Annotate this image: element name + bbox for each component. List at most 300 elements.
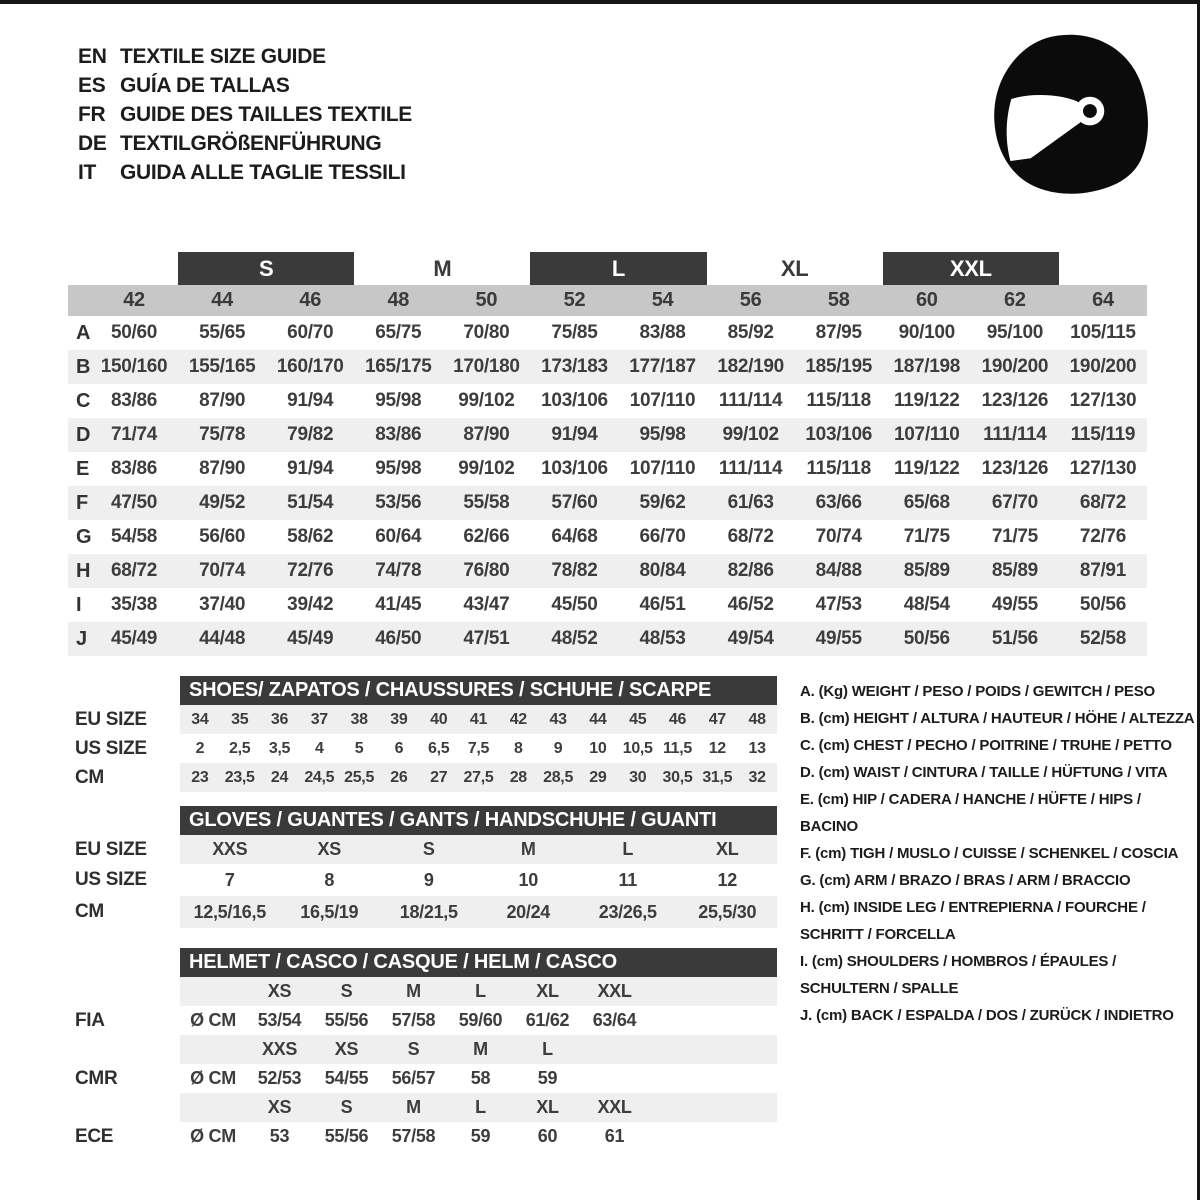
measure-value: 43/47	[463, 594, 510, 615]
helmet-size-label: M	[406, 1097, 421, 1117]
cell-value: 16,5/19	[300, 901, 359, 922]
unit-label: Ø CM	[190, 1010, 236, 1030]
row-header: US SIZE	[68, 734, 180, 763]
language-code: EN	[78, 44, 107, 68]
cell-value: 12	[708, 739, 726, 757]
cell-value: 8	[513, 739, 523, 757]
shoes-table	[68, 676, 777, 792]
language-row	[78, 158, 412, 187]
measure-row	[68, 486, 1147, 520]
measure-value: 53/56	[375, 492, 422, 513]
cell-value: 34	[191, 710, 209, 728]
table-row	[68, 734, 777, 763]
measure-value: 45/49	[111, 628, 158, 649]
row-label: I	[76, 593, 82, 616]
measure-value: 119/122	[894, 458, 960, 479]
measure-row	[68, 350, 1147, 384]
table-row	[68, 896, 777, 928]
standard-label: FIA	[68, 1006, 180, 1035]
unit-spacer	[180, 977, 246, 1006]
helmet-value: 54/55	[324, 1068, 369, 1088]
language-row	[78, 100, 412, 129]
cell-value: L	[622, 839, 634, 859]
row-header	[68, 1093, 180, 1122]
cell-value: 45	[629, 710, 647, 728]
cell-value: 38	[350, 710, 368, 728]
helmet-value: 61/62	[525, 1010, 570, 1030]
measure-value: 99/102	[722, 424, 779, 445]
measure-value: 60/64	[375, 526, 422, 547]
language-label: GUIDA ALLE TAGLIE TESSILI	[120, 160, 406, 184]
size-number: 48	[387, 289, 410, 311]
helmet-size-label: L	[542, 1039, 553, 1059]
row-label: H	[76, 559, 91, 582]
size-number: 44	[211, 289, 233, 311]
measure-value: 48/52	[551, 628, 598, 649]
cell-value: XXS	[212, 839, 248, 859]
language-row	[78, 71, 412, 100]
size-number: 58	[827, 289, 850, 311]
measure-row	[68, 452, 1147, 486]
cell-value: 23/26,5	[598, 901, 657, 922]
helmet-value: 53/54	[257, 1010, 302, 1030]
measure-value: 115/118	[806, 390, 871, 411]
measure-value: 65/68	[903, 492, 950, 513]
measure-value: 70/74	[199, 560, 246, 581]
language-code: ES	[78, 73, 106, 97]
measure-value: 70/80	[463, 322, 510, 343]
size-number: 54	[651, 289, 674, 311]
measure-value: 68/72	[727, 526, 774, 547]
cell-value: 7,5	[467, 739, 490, 757]
measure-value: 95/98	[639, 424, 686, 445]
measure-row	[68, 622, 1147, 656]
measure-value: 95/100	[986, 322, 1044, 343]
row-label: C	[76, 389, 91, 412]
cell-value: 12	[717, 869, 737, 890]
filler	[648, 977, 777, 1006]
measure-value: 44/48	[199, 628, 246, 649]
helmet-value: 57/58	[391, 1126, 436, 1146]
row-header: CM	[68, 763, 180, 792]
measure-value: 173/183	[541, 356, 608, 377]
filler	[648, 1122, 777, 1151]
measure-value: 70/74	[815, 526, 862, 547]
measure-value: 35/38	[111, 594, 158, 615]
measure-value: 48/54	[903, 594, 950, 615]
helmet-size-label: L	[475, 981, 486, 1001]
measure-row	[68, 588, 1147, 622]
row-label: F	[76, 491, 88, 514]
cell-value: 10,5	[622, 739, 653, 757]
cell-value: 32	[748, 768, 766, 786]
measure-value: 52/58	[1079, 628, 1126, 649]
measure-value: 111/114	[718, 390, 783, 411]
helmet-table-title: HELMET / CASCO / CASQUE / HELM / CASCO	[180, 948, 777, 977]
legend-item: J. (cm) BACK / ESPALDA / DOS / ZURÜCK / INDIETRO	[800, 1007, 1174, 1024]
size-number: 50	[475, 289, 498, 311]
measure-value: 83/86	[111, 458, 158, 479]
cell-value: 24	[270, 768, 289, 786]
measure-value: 170/180	[453, 356, 520, 377]
measure-value: 66/70	[639, 526, 686, 547]
shoes-table-title: SHOES/ ZAPATOS / CHAUSSURES / SCHUHE / SCARPE	[180, 676, 777, 705]
size-number: 56	[739, 289, 762, 311]
size-number: 42	[123, 289, 145, 311]
standard-label: CMR	[68, 1064, 180, 1093]
measure-value: 47/51	[463, 628, 510, 649]
measure-value: 64/68	[551, 526, 598, 547]
measure-value: 85/89	[903, 560, 950, 581]
legend-item: B. (cm) HEIGHT / ALTURA / HAUTEUR / HÖHE / ALTEZZA	[800, 710, 1195, 727]
cell-value: 7	[224, 869, 235, 890]
measure-value: 50/60	[111, 322, 158, 343]
measure-value: 54/58	[111, 526, 158, 547]
measure-value: 49/55	[991, 594, 1038, 615]
measure-value: 74/78	[375, 560, 422, 581]
legend-list	[800, 678, 1198, 1029]
measure-value: 87/90	[199, 458, 246, 479]
helmet-value: 60	[537, 1126, 558, 1146]
filler	[648, 1006, 777, 1035]
cell-value: 40	[430, 710, 448, 728]
cell-value: XL	[716, 839, 739, 859]
measure-value: 87/95	[815, 322, 862, 343]
measure-value: 107/110	[629, 390, 696, 411]
helmet-value: 56/57	[391, 1068, 436, 1088]
unit-label: Ø CM	[190, 1068, 236, 1088]
measure-value: 177/187	[629, 356, 696, 377]
gloves-table-title: GLOVES / GUANTES / GANTS / HANDSCHUHE / GUANTI	[180, 806, 777, 835]
measure-value: 103/106	[805, 424, 872, 445]
measure-value: 150/160	[100, 356, 168, 377]
size-band-l: L	[530, 252, 706, 285]
cell-value: 43	[549, 710, 567, 728]
measure-value: 67/70	[991, 492, 1038, 513]
measure-value: 68/72	[111, 560, 158, 581]
unit-label: Ø CM	[190, 1126, 236, 1146]
helmet-size-label: S	[407, 1039, 420, 1059]
cell-value: 30	[629, 768, 647, 786]
helmet-value: 55/56	[324, 1126, 369, 1146]
measure-value: 51/56	[991, 628, 1038, 649]
helmet-value: 52/53	[257, 1068, 302, 1088]
helmet-value: 63/64	[592, 1010, 637, 1030]
measure-value: 63/66	[815, 492, 862, 513]
helmet-value: 59	[470, 1126, 491, 1146]
row-header	[68, 1035, 180, 1064]
measure-value: 71/75	[991, 526, 1038, 547]
measure-value: 48/53	[639, 628, 686, 649]
filler	[648, 1035, 777, 1064]
cell-value: 31,5	[702, 768, 733, 786]
size-band-xxl: XXL	[883, 252, 1059, 285]
helmet-size-row	[68, 1035, 777, 1064]
helmet-size-label: XXL	[597, 1097, 632, 1117]
measure-value: 71/74	[111, 424, 158, 445]
top-border-line	[0, 0, 1200, 4]
measure-value: 46/51	[639, 594, 686, 615]
cell-value: 30,5	[662, 768, 693, 786]
helmet-size-label: M	[473, 1039, 488, 1059]
measure-value: 91/94	[287, 390, 334, 411]
measure-value: 185/195	[805, 356, 872, 377]
filler	[648, 1093, 777, 1122]
measure-value: 47/50	[111, 492, 158, 513]
cell-value: 37	[310, 710, 328, 728]
measure-value: 119/122	[894, 390, 960, 411]
legend-item: D. (cm) WAIST / CINTURA / TAILLE / HÜFTUNG / VITA	[800, 764, 1168, 781]
measure-value: 75/78	[199, 424, 246, 445]
unit-spacer	[180, 1093, 246, 1122]
helmet-value-row	[68, 1006, 777, 1035]
table-row	[68, 864, 777, 896]
measure-value: 165/175	[364, 356, 432, 377]
helmet-size-label: XL	[536, 1097, 559, 1117]
helmet-value	[581, 1064, 648, 1093]
measure-value: 72/76	[1079, 526, 1126, 547]
row-header: EU SIZE	[68, 705, 180, 734]
cell-value: 5	[354, 739, 364, 757]
legend-item: H. (cm) INSIDE LEG / ENTREPIERNA / FOURCHE / SCHRITT / FORCELLA	[800, 899, 1146, 943]
measure-value: 59/62	[639, 492, 686, 513]
measure-value: 87/90	[463, 424, 510, 445]
measure-value: 75/85	[551, 322, 598, 343]
helmet-size-label	[581, 1035, 648, 1064]
measure-value: 123/126	[981, 390, 1049, 411]
measure-value: 78/82	[551, 560, 598, 581]
cell-value: 3,5	[268, 739, 291, 757]
legend-item: F. (cm) TIGH / MUSLO / CUISSE / SCHENKEL / COSCIA	[800, 845, 1179, 862]
language-list	[78, 42, 412, 187]
measure-value: 95/98	[375, 390, 422, 411]
size-number: 64	[1092, 289, 1114, 311]
measure-value: 50/56	[903, 628, 950, 649]
measure-value: 190/200	[1069, 356, 1137, 377]
measure-value: 107/110	[629, 458, 696, 479]
row-label: E	[76, 457, 90, 480]
measure-value: 182/190	[717, 356, 784, 377]
cell-value: XS	[317, 839, 341, 859]
helmet-value: 61	[604, 1126, 625, 1146]
cell-value: 9	[553, 739, 563, 757]
language-label: TEXTILGRÖßENFÜHRUNG	[120, 131, 382, 155]
measure-value: 49/52	[199, 492, 246, 513]
measure-value: 50/56	[1079, 594, 1126, 615]
measure-value: 87/90	[199, 390, 246, 411]
cell-value: M	[520, 839, 536, 859]
measure-value: 99/102	[458, 390, 515, 411]
measure-value: 85/92	[727, 322, 774, 343]
cell-value: 25,5/30	[698, 901, 757, 922]
measure-value: 111/114	[983, 424, 1047, 445]
cell-value: 36	[270, 710, 289, 728]
cell-value: 10	[589, 739, 607, 757]
helmet-size-label: M	[406, 981, 421, 1001]
helmet-value-row	[68, 1122, 777, 1151]
legend-item: A. (Kg) WEIGHT / PESO / POIDS / GEWITCH / PESO	[800, 683, 1155, 700]
measure-value: 55/58	[463, 492, 510, 513]
measure-value: 91/94	[551, 424, 598, 445]
measure-value: 45/49	[287, 628, 334, 649]
measure-value: 85/89	[991, 560, 1038, 581]
language-code: IT	[78, 160, 97, 184]
measure-value: 72/76	[287, 560, 334, 581]
measure-value: 57/60	[551, 492, 598, 513]
size-number: 46	[299, 289, 322, 311]
measure-value: 80/84	[639, 560, 686, 581]
helmet-value: 59	[537, 1068, 558, 1088]
cell-value: 28,5	[543, 768, 574, 786]
cell-value: 6	[394, 739, 404, 757]
measure-value: 115/119	[1070, 424, 1136, 445]
measure-row	[68, 384, 1147, 418]
main-size-table	[68, 252, 1147, 656]
size-band-m: M	[433, 255, 452, 281]
cell-value: 48	[748, 710, 766, 728]
row-label: A	[76, 321, 91, 344]
cell-value: 42	[509, 710, 527, 728]
measure-value: 90/100	[898, 322, 955, 343]
cell-value: 47	[708, 710, 726, 728]
measure-value: 105/115	[1070, 322, 1136, 343]
measure-row	[68, 520, 1147, 554]
measure-value: 51/54	[287, 492, 334, 513]
measure-value: 39/42	[287, 594, 334, 615]
helmet-size-row	[68, 1093, 777, 1122]
standard-label: ECE	[68, 1122, 180, 1151]
table-row	[68, 763, 777, 792]
measure-value: 83/86	[375, 424, 422, 445]
row-header: CM	[68, 896, 180, 928]
measure-value: 84/88	[815, 560, 862, 581]
cell-value: S	[422, 839, 435, 859]
cell-value: 23	[191, 768, 209, 786]
measure-value: 56/60	[199, 526, 246, 547]
size-band-s: S	[178, 252, 354, 285]
measure-value: 60/70	[287, 322, 334, 343]
measure-row	[68, 418, 1147, 452]
cell-value: 39	[390, 710, 408, 728]
filler	[648, 1064, 777, 1093]
measure-value: 49/55	[815, 628, 862, 649]
measure-row	[68, 316, 1147, 350]
helmet-size-label: XS	[267, 1097, 292, 1117]
measure-value: 47/53	[815, 594, 862, 615]
cell-value: 10	[518, 869, 538, 890]
size-band-xl: XL	[780, 255, 809, 281]
helmet-size-label: S	[340, 981, 353, 1001]
cell-value: 26	[390, 768, 408, 786]
helmet-size-label: XS	[267, 981, 292, 1001]
size-band-row	[68, 252, 1147, 285]
helmet-size-label: XS	[334, 1039, 359, 1059]
language-code: DE	[78, 131, 107, 155]
row-header	[68, 977, 180, 1006]
measure-value: 187/198	[893, 356, 961, 377]
cell-value: 28	[509, 768, 527, 786]
gloves-table	[68, 806, 777, 928]
helmet-size-label: XXL	[597, 981, 632, 1001]
cell-value: 13	[748, 739, 766, 757]
unit-spacer	[180, 1035, 246, 1064]
measure-value: 46/52	[727, 594, 774, 615]
measure-value: 95/98	[375, 458, 422, 479]
size-number: 62	[1004, 289, 1026, 311]
helmet-size-label: L	[475, 1097, 486, 1117]
language-label: TEXTILE SIZE GUIDE	[120, 44, 326, 68]
table-row	[68, 835, 777, 864]
cell-value: 2	[195, 739, 205, 757]
cell-value: 35	[231, 710, 249, 728]
measure-value: 87/91	[1079, 560, 1126, 581]
cell-value: 29	[589, 768, 607, 786]
cell-value: 41	[469, 710, 488, 728]
helmet-value: 58	[470, 1068, 491, 1088]
cell-value: 6,5	[428, 739, 450, 757]
measure-value: 103/106	[541, 458, 608, 479]
cell-value: 25,5	[344, 768, 375, 786]
helmet-value: 59/60	[458, 1010, 503, 1030]
measure-value: 123/126	[981, 458, 1049, 479]
cell-value: 44	[589, 710, 607, 728]
cell-value: 20/24	[506, 901, 551, 922]
cell-value: 24,5	[304, 768, 335, 786]
size-number: 52	[563, 289, 586, 311]
measure-value: 103/106	[541, 390, 608, 411]
measure-value: 83/88	[639, 322, 686, 343]
cell-value: 27,5	[463, 768, 494, 786]
cell-value: 23,5	[224, 768, 255, 786]
helmet-value: 53	[269, 1126, 290, 1146]
measure-value: 91/94	[287, 458, 334, 479]
language-label: GUÍA DE TALLAS	[120, 73, 290, 97]
measure-value: 190/200	[981, 356, 1049, 377]
measure-value: 111/114	[718, 458, 783, 479]
measure-value: 37/40	[199, 594, 246, 615]
measure-value: 71/75	[903, 526, 950, 547]
row-label: G	[76, 525, 92, 548]
language-code: FR	[78, 102, 106, 126]
helmet-size-row	[68, 977, 777, 1006]
helmet-size-label: XL	[536, 981, 559, 1001]
legend-item: I. (cm) SHOULDERS / HOMBROS / ÉPAULES / SCHULTERN / SPALLE	[800, 953, 1117, 997]
measure-value: 61/63	[727, 492, 774, 513]
helmet-size-label: S	[340, 1097, 353, 1117]
legend-item: C. (cm) CHEST / PECHO / POITRINE / TRUHE / PETTO	[800, 737, 1172, 754]
language-row	[78, 42, 412, 71]
helmet-value-row	[68, 1064, 777, 1093]
helmet-value: 57/58	[391, 1010, 436, 1030]
measure-value: 62/66	[463, 526, 510, 547]
cell-value: 2,5	[229, 739, 251, 757]
measure-row	[68, 554, 1147, 588]
measure-value: 65/75	[375, 322, 422, 343]
measure-value: 99/102	[458, 458, 515, 479]
cell-value: 11,5	[662, 739, 693, 757]
row-header: US SIZE	[68, 864, 180, 896]
measure-value: 83/86	[111, 390, 158, 411]
language-row	[78, 129, 412, 158]
legend-item: E. (cm) HIP / CADERA / HANCHE / HÜFTE / HIPS / BACINO	[800, 791, 1141, 835]
cell-value: 11	[618, 869, 637, 890]
measure-value: 82/86	[727, 560, 774, 581]
row-header: EU SIZE	[68, 835, 180, 864]
racing-helmet-icon	[978, 25, 1163, 210]
cell-value: 46	[668, 710, 687, 728]
measure-value: 115/118	[806, 458, 871, 479]
cell-value: 8	[324, 869, 335, 890]
